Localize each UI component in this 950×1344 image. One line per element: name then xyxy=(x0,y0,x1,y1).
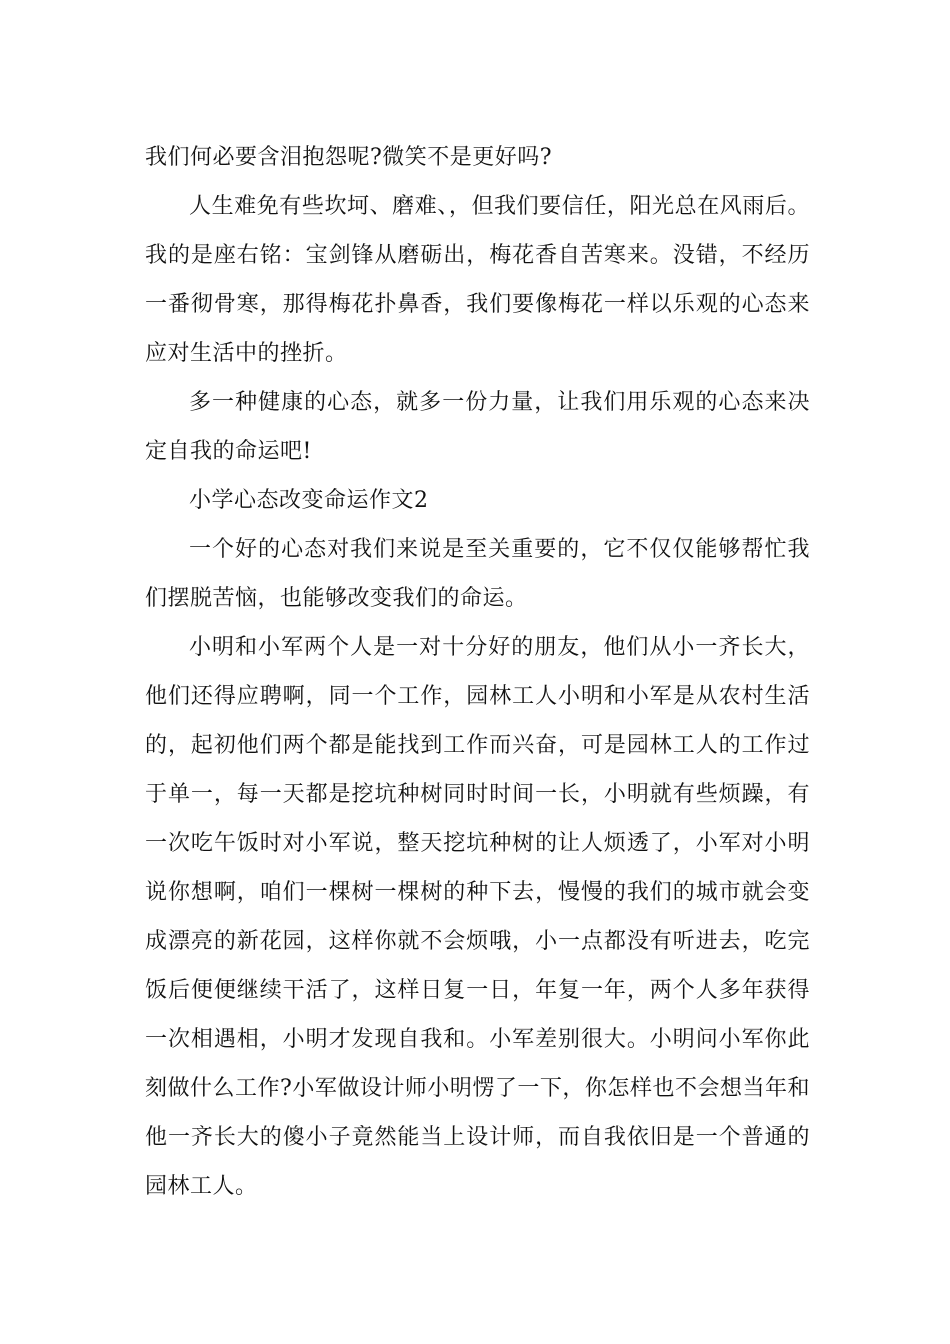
paragraph-5: 小明和小军两个人是一对十分好的朋友，他们从小一齐长大，他们还得应聘啊，同一个工作，园林工人小明和小军是从农村生活的，起初他们两个都是能找到工作而兴奋，可是园林工人的工作过于单一，每一天都是挖坑种树同时时间一长，小明就有些烦躁，有一次吃午饭时对小军说，整天挖坑种树的让人烦透了，小军对小明说你想啊，咱们一棵树一棵树的种下去，慢慢的我们的城市就会变成漂亮的新花园，这样你就不会烦哦，小一点都没有听进去，吃完饭后便便继续干活了，这样日复一日，年复一年，两个人多年获得一次相遇相，小明才发现自我和。小军差别很大。小明问小军你此刻做什么工作?小军做设计师小明愣了一下，你怎样也不会想当年和他一齐长大的傻小子竟然能当上设计师，而自我依旧是一个普通的园林工人。 xyxy=(145,635,810,1199)
paragraph-1: 我们何必要含泪抱怨呢?微笑不是更好吗? xyxy=(145,145,553,170)
paragraph-4: 一个好的心态对我们来说是至关重要的，它不仅仅能够帮忙我们摆脱苦恼，也能够改变我们的命运。 xyxy=(145,537,810,611)
section-heading: 小学心态改变命运作文2 xyxy=(189,488,429,513)
paragraph-3: 多一种健康的心态，就多一份力量，让我们用乐观的心态来决定自我的命运吧! xyxy=(145,390,810,464)
paragraph-2: 人生难免有些坎坷、磨难、，但我们要信任，阳光总在风雨后。我的是座右铭：宝剑锋从磨砺出，梅花香自苦寒来。没错，不经历一番彻骨寒，那得梅花扑鼻香，我们要像梅花一样以乐观的心态来应对生活中的挫折。 xyxy=(145,194,810,366)
document-body xyxy=(145,133,810,1211)
